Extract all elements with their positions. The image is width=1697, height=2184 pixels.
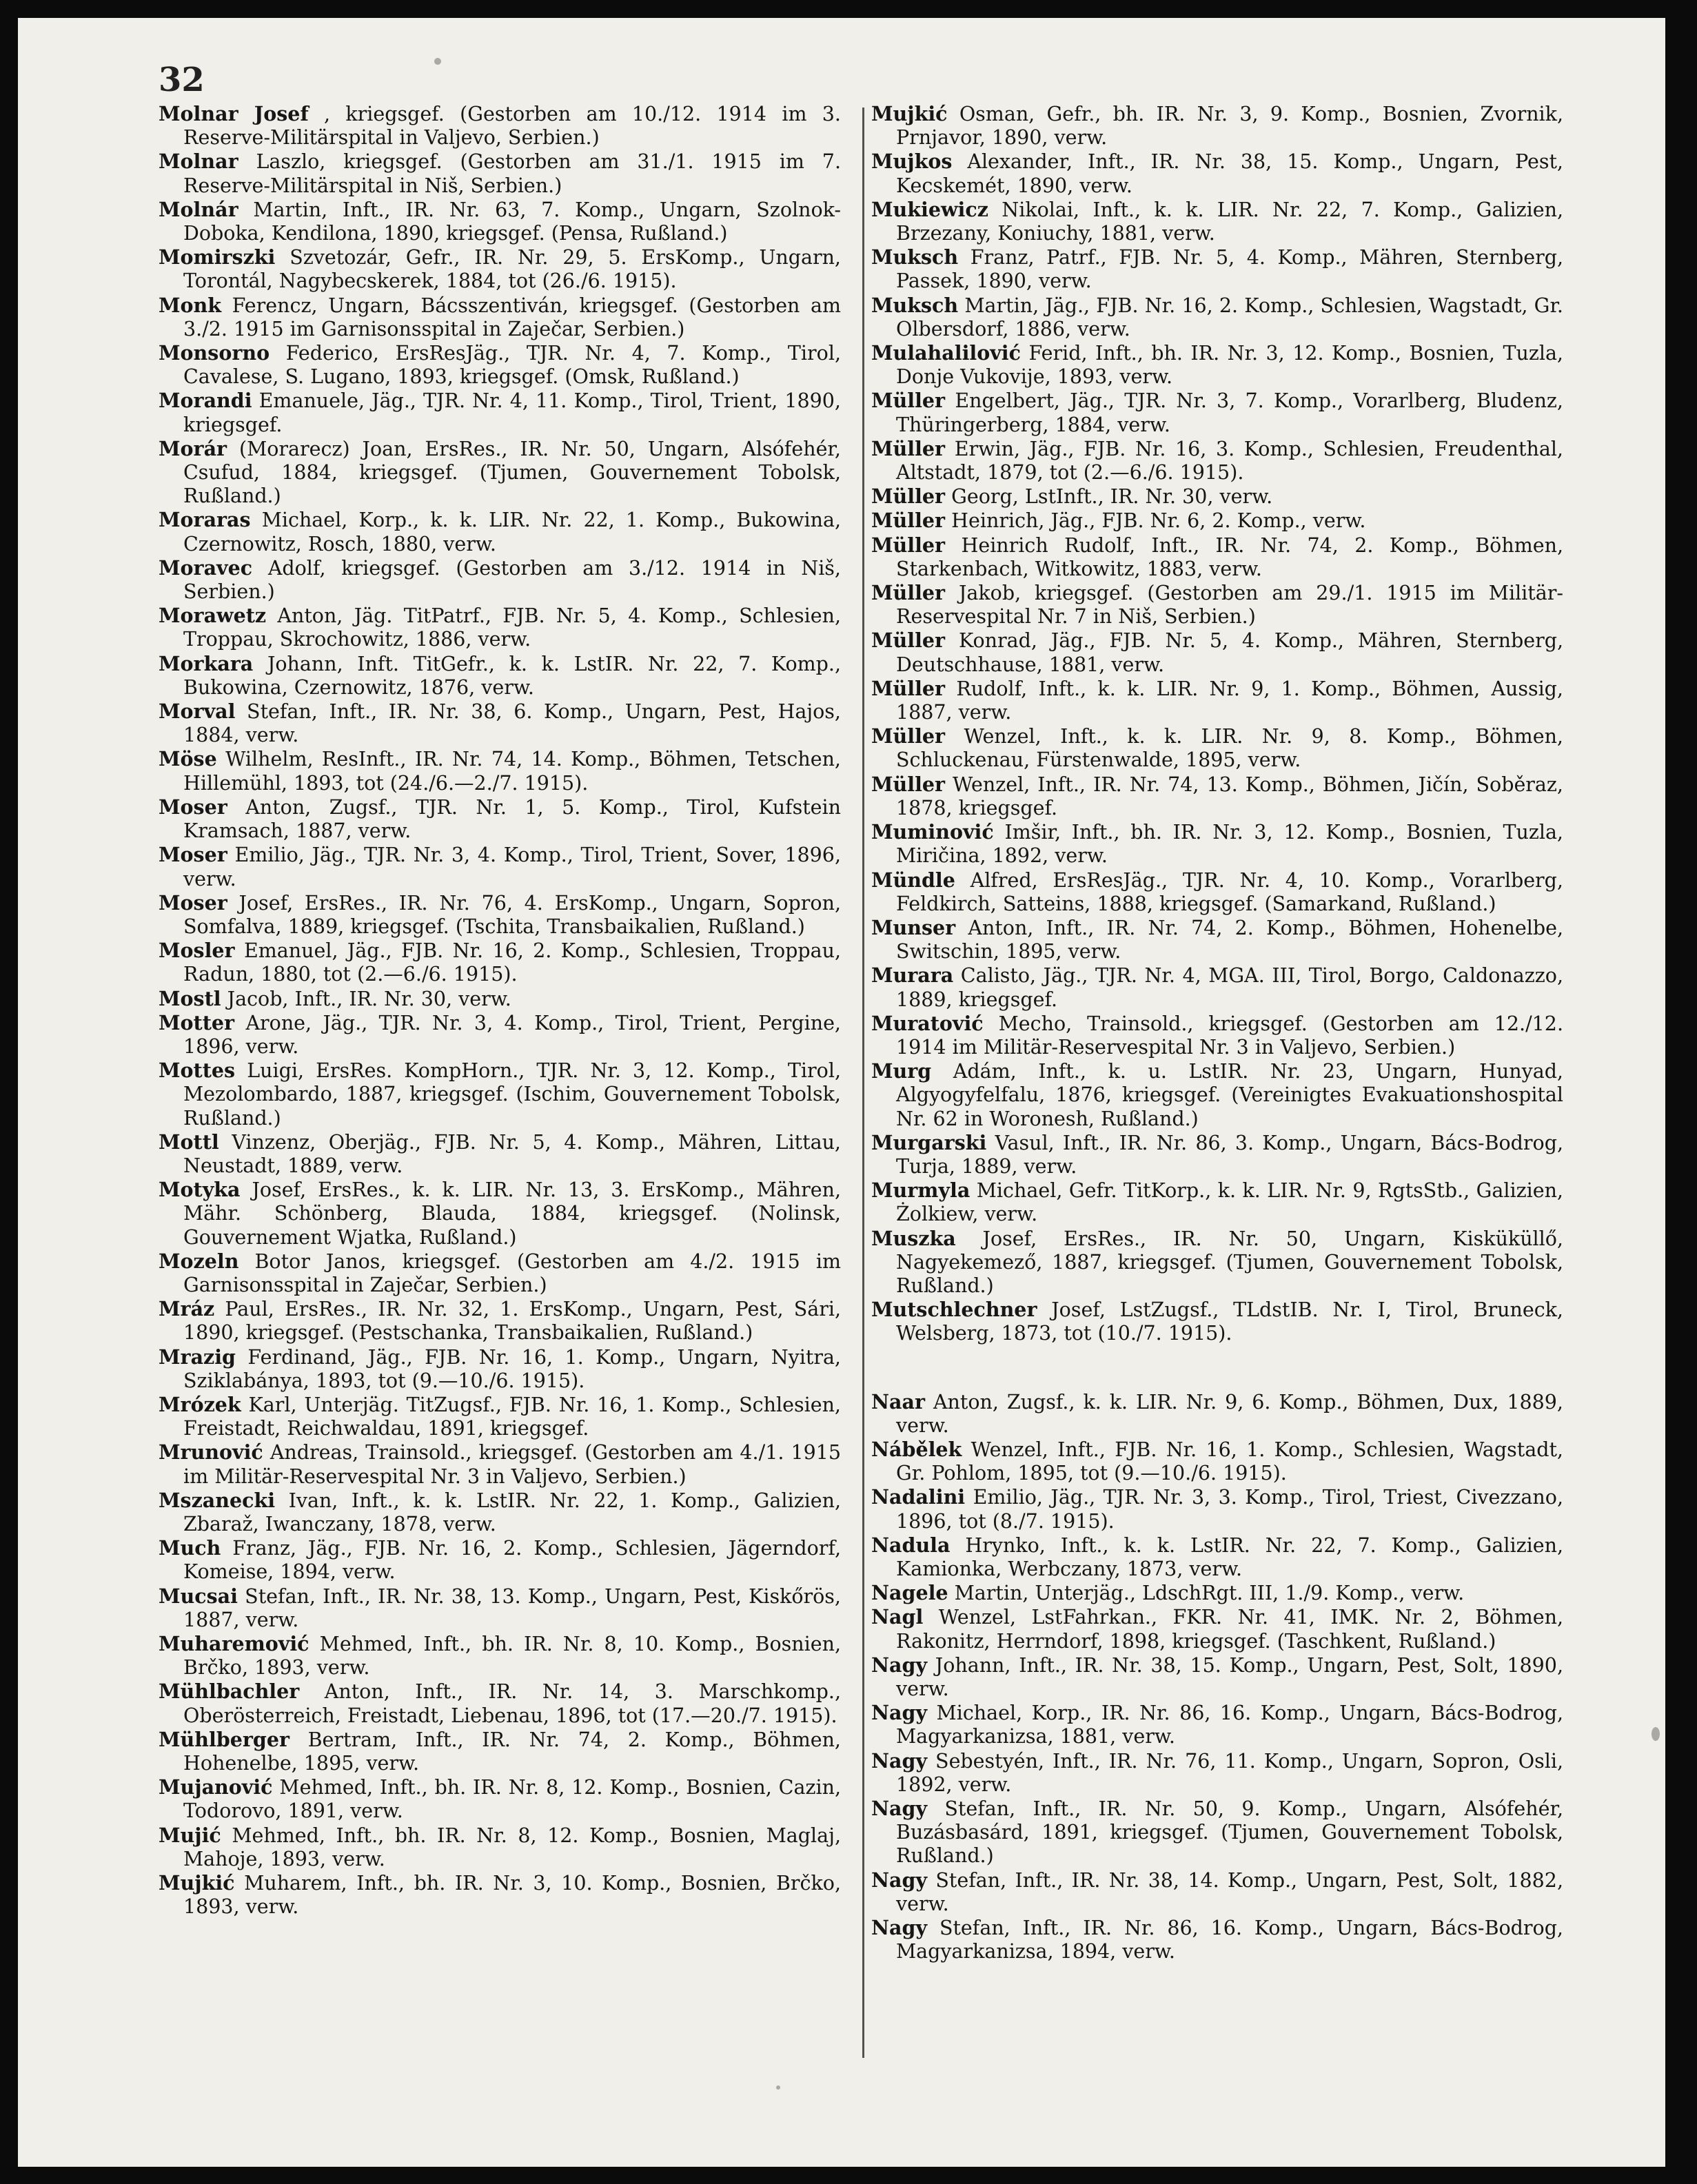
entry-surname: Moser	[159, 890, 227, 915]
entry-surname: Nagy	[871, 1868, 928, 1892]
entry-details: Mehmed, Inft., bh. IR. Nr. 8, 12. Komp., Bosnien, Cazin, Todorovo, 1891, verw.	[183, 1776, 842, 1823]
entry-details: Emanuele, Jäg., TJR. Nr. 4, 11. Komp., Tirol, Trient, 1890, kriegsgef.	[183, 389, 841, 436]
entry-surname: Muminović	[871, 820, 994, 844]
entry-details: Michael, Gefr. TitKorp., k. k. LIR. Nr. 9, RgtsStb., Galizien, Żolkiew, verw.	[896, 1179, 1563, 1226]
entry-surname: Mszanecki	[159, 1488, 276, 1512]
entry-details: Josef, ErsRes., k. k. LIR. Nr. 13, 3. ErsKomp., Mähren, Mähr. Schönberg, Blauda, 1884, kriegsgef. (Nolinsk, Gouvernement Wjatka, Rußland.)	[183, 1178, 842, 1249]
entry-details: Michael, Korp., k. k. LIR. Nr. 22, 1. Komp., Bukowina, Czernowitz, Rosch, 1880, verw.	[183, 509, 841, 555]
entry-surname: Much	[159, 1536, 221, 1560]
entry-details: Wenzel, LstFahrkan., FKR. Nr. 41, IMK. Nr. 2, Böhmen, Rakonitz, Herrndorf, 1898, kriegsgef. (Taschkent, Rußland.)	[896, 1606, 1564, 1653]
register-entry	[159, 1345, 841, 1393]
entry-details: Sebestyén, Inft., IR. Nr. 76, 11. Komp., Ungarn, Sopron, Osli, 1892, verw.	[896, 1749, 1564, 1796]
register-entry	[871, 1178, 1563, 1226]
entry-surname: Molnar Josef	[159, 102, 309, 125]
entry-surname: Mulahalilović	[871, 341, 1021, 365]
register-entry	[159, 1440, 841, 1488]
entry-surname: Murara	[871, 963, 954, 988]
entry-details: , kriegsgef. (Gestorben am 10./12. 1914 im 3. Reserve-Militärspital in Valjevo, Serbien.)	[183, 103, 841, 150]
entry-surname: Moser	[159, 795, 227, 819]
entry-surname: Mozeln	[159, 1249, 239, 1273]
register-entry	[159, 700, 841, 747]
entry-details: Rudolf, Inft., k. k. LIR. Nr. 9, 1. Komp., Böhmen, Aussig, 1887, verw.	[896, 677, 1563, 724]
register-entry	[159, 150, 841, 197]
register-entry	[159, 102, 841, 150]
entry-surname: Mujkić	[159, 1871, 235, 1895]
register-entry	[871, 389, 1563, 436]
entry-details: Ivan, Inft., k. k. LstIR. Nr. 22, 1. Komp., Galizien, Zbaraž, Iwanczany, 1878, verw.	[183, 1489, 841, 1535]
entry-surname: Motyka	[159, 1178, 241, 1202]
register-entry	[871, 820, 1563, 868]
register-entry	[871, 1438, 1563, 1485]
register-entry	[159, 1680, 841, 1727]
entry-details: Emilio, Jäg., TJR. Nr. 3, 3. Komp., Tirol, Triest, Civezzano, 1896, tot (8./7. 1915).	[896, 1486, 1563, 1533]
entry-details: Bertram, Inft., IR. Nr. 74, 2. Komp., Böhmen, Hohenelbe, 1895, verw.	[183, 1728, 841, 1775]
entry-details: Erwin, Jäg., FJB. Nr. 16, 3. Komp., Schlesien, Freudenthal, Altstadt, 1879, tot (2.—6./6. 1915).	[896, 437, 1563, 484]
entry-surname: Mrózek	[159, 1392, 241, 1416]
entry-details: Laszlo, kriegsgef. (Gestorben am 31./1. 1915 im 7. Reserve-Militärspital in Niš, Serbien.)	[183, 150, 841, 197]
entry-details: Alfred, ErsResJäg., TJR. Nr. 4, 10. Komp., Vorarlberg, Feldkirch, Satteins, 1888, kriegsgef. (Samarkand, Rußland.)	[896, 868, 1563, 915]
entry-details: Nikolai, Inft., k. k. LIR. Nr. 22, 7. Komp., Galizien, Brzezany, Koniuchy, 1881, verw.	[896, 198, 1563, 245]
register-entry	[871, 294, 1563, 341]
register-entry	[871, 1916, 1563, 1963]
entry-surname: Mündle	[871, 868, 955, 892]
entry-details: Hrynko, Inft., k. k. LstIR. Nr. 22, 7. Komp., Galizien, Kamionka, Werbczany, 1873, verw.	[896, 1533, 1563, 1580]
register-entry	[871, 1605, 1563, 1653]
entry-details: Stefan, Inft., IR. Nr. 38, 14. Komp., Ungarn, Pest, Solt, 1882, verw.	[896, 1868, 1564, 1915]
entry-details: Adám, Inft., k. u. LstIR. Nr. 23, Ungarn, Hunyad, Algyogyfelfalu, 1876, kriegsgef. (Vereinigtes Evakuationshospital Nr. 62 in Woronesh, Rußland.)	[896, 1060, 1563, 1130]
entry-details: Arone, Jäg., TJR. Nr. 3, 4. Komp., Tirol, Trient, Pergine, 1896, verw.	[183, 1011, 841, 1058]
entry-surname: Morár	[159, 436, 227, 460]
entry-details: Szvetozár, Gefr., IR. Nr. 29, 5. ErsKomp., Ungarn, Torontál, Nagybecskerek, 1884, tot (26./6. 1915).	[183, 246, 841, 293]
entry-surname: Muksch	[871, 293, 959, 317]
entry-surname: Nagy	[871, 1701, 928, 1725]
register-entry	[871, 150, 1563, 197]
entry-surname: Nagy	[871, 1916, 928, 1940]
entry-details: Adolf, kriegsgef. (Gestorben am 3./12. 1914 in Niš, Serbien.)	[183, 556, 841, 604]
register-entry	[871, 1581, 1563, 1605]
entry-details: Federico, ErsResJäg., TJR. Nr. 4, 7. Komp., Tirol, Cavalese, S. Lugano, 1893, kriegsgef. (Omsk, Rußland.)	[183, 342, 841, 389]
entry-surname: Mujanović	[159, 1775, 273, 1799]
entry-surname: Müller	[871, 676, 946, 700]
entry-surname: Murg	[871, 1059, 932, 1083]
column-divider	[862, 108, 864, 2058]
entry-details: Georg, LstInft., IR. Nr. 30, verw.	[951, 485, 1273, 509]
register-entry	[871, 484, 1563, 509]
print-speck	[434, 58, 441, 65]
entry-surname: Muratović	[871, 1011, 984, 1035]
entry-details: Jakob, kriegsgef. (Gestorben am 29./1. 1915 im Militär-Reservespital Nr. 7 in Niš, Serbien.)	[896, 582, 1563, 629]
print-speck	[776, 2085, 780, 2090]
register-entry	[159, 1728, 841, 1775]
register-entry	[871, 677, 1563, 724]
register-entry	[871, 773, 1563, 820]
left-column	[159, 102, 841, 1919]
register-entry	[871, 102, 1563, 150]
register-entry	[871, 868, 1563, 916]
entry-surname: Muszka	[871, 1226, 956, 1250]
entry-surname: Mühlbachler	[159, 1680, 300, 1704]
entry-surname: Motter	[159, 1010, 235, 1034]
register-entry	[871, 1485, 1563, 1533]
entry-surname: Mosler	[159, 939, 235, 963]
entry-details: Johann, Inft., IR. Nr. 38, 15. Komp., Ungarn, Pest, Solt, 1890, verw.	[896, 1653, 1564, 1700]
entry-surname: Müller	[871, 389, 946, 413]
register-entry	[159, 1824, 841, 1871]
register-entry	[871, 1797, 1563, 1868]
register-entry	[159, 652, 841, 700]
entry-details: Mecho, Trainsold., kriegsgef. (Gestorben am 12./12. 1914 im Militär-Reservespital Nr. 3 in Valjevo, Serbien.)	[896, 1012, 1563, 1059]
register-entry	[159, 1011, 841, 1059]
register-entry	[871, 1390, 1563, 1438]
entry-surname: Morawetz	[159, 604, 267, 628]
entry-details: Martin, Inft., IR. Nr. 63, 7. Komp., Ungarn, Szolnok-Doboka, Kendilona, 1890, kriegsgef. (Pensa, Rußland.)	[183, 198, 842, 245]
entry-surname: Nagy	[871, 1653, 928, 1677]
entry-details: Stefan, Inft., IR. Nr. 38, 6. Komp., Ungarn, Pest, Hajos, 1884, verw.	[183, 700, 841, 747]
entry-details: Botor Janos, kriegsgef. (Gestorben am 4./2. 1915 im Garnisonsspital in Zaječar, Serbien.)	[183, 1249, 841, 1296]
entry-surname: Mrazig	[159, 1345, 236, 1369]
register-entry	[159, 1178, 841, 1249]
entry-surname: Mottes	[159, 1059, 236, 1083]
register-entry	[159, 556, 841, 604]
entry-details: Karl, Unterjäg. TitZugsf., FJB. Nr. 16, 1. Komp., Schlesien, Freistadt, Reichwaldau, 1891, kriegsgef.	[183, 1393, 841, 1440]
entry-details: Emanuel, Jäg., FJB. Nr. 16, 2. Komp., Schlesien, Troppau, Radun, 1880, tot (2.—6./6. 1915).	[183, 939, 842, 986]
entry-surname: Moraras	[159, 508, 251, 532]
entry-details: Paul, ErsRes., IR. Nr. 32, 1. ErsKomp., Ungarn, Pest, Sári, 1890, kriegsgef. (Pestschanka, Transbaikalien, Rußland.)	[183, 1298, 842, 1345]
entry-surname: Morval	[159, 700, 236, 724]
register-entry	[871, 1298, 1563, 1345]
entry-details: Stefan, Inft., IR. Nr. 86, 16. Komp., Ungarn, Bács-Bodrog, Magyarkanizsa, 1894, verw.	[896, 1917, 1563, 1963]
entry-details: Calisto, Jäg., TJR. Nr. 4, MGA. III, Tirol, Borgo, Caldonazzo, 1889, kriegsgef.	[896, 964, 1563, 1011]
entry-details: Stefan, Inft., IR. Nr. 38, 13. Komp., Ungarn, Pest, Kiskőrös, 1887, verw.	[183, 1584, 841, 1631]
entry-details: Alexander, Inft., IR. Nr. 38, 15. Komp., Ungarn, Pest, Kecskemét, 1890, verw.	[896, 150, 1563, 197]
entry-details: Imšir, Inft., bh. IR. Nr. 3, 12. Komp., Bosnien, Tuzla, Miričina, 1892, verw.	[896, 821, 1563, 868]
entry-details: Osman, Gefr., bh. IR. Nr. 3, 9. Komp., Bosnien, Zvornik, Prnjavor, 1890, verw.	[896, 103, 1563, 150]
entry-surname: Munser	[871, 915, 956, 939]
entry-surname: Mráz	[159, 1297, 215, 1321]
entry-surname: Müller	[871, 581, 946, 605]
entry-details: Josef, ErsRes., IR. Nr. 76, 4. ErsKomp., Ungarn, Sopron, Somfalva, 1889, kriegsgef. (Tschita, Transbaikalien, Rußland.)	[183, 891, 842, 938]
entry-surname: Muksch	[871, 245, 959, 269]
entry-surname: Nagy	[871, 1797, 928, 1821]
entry-surname: Monsorno	[159, 341, 270, 365]
entry-details: Michael, Korp., IR. Nr. 86, 16. Komp., Ungarn, Bács-Bodrog, Magyarkanizsa, 1881, verw.	[896, 1702, 1563, 1748]
register-entry	[871, 724, 1563, 772]
entry-details: Ferid, Inft., bh. IR. Nr. 3, 12. Komp., Bosnien, Tuzla, Donje Vukovije, 1893, verw.	[896, 342, 1563, 389]
entry-surname: Mrunović	[159, 1440, 263, 1464]
entry-details: Wenzel, Inft., FJB. Nr. 16, 1. Komp., Schlesien, Wagstadt, Gr. Pohlom, 1895, tot (9.—10./6. 1915).	[896, 1438, 1563, 1485]
entry-surname: Muharemović	[159, 1632, 309, 1655]
entry-details: Franz, Jäg., FJB. Nr. 16, 2. Komp., Schlesien, Jägerndorf, Komeise, 1894, verw.	[183, 1537, 841, 1584]
entry-surname: Mottl	[159, 1130, 219, 1154]
register-entry	[871, 509, 1563, 533]
entry-details: Engelbert, Jäg., TJR. Nr. 3, 7. Komp., Vorarlberg, Bludenz, Thüringerberg, 1884, verw.	[896, 389, 1563, 436]
register-entry	[159, 1249, 841, 1297]
entry-surname: Mujić	[159, 1823, 221, 1847]
register-entry	[871, 341, 1563, 389]
register-entry	[159, 795, 841, 843]
entry-surname: Momirszki	[159, 245, 276, 269]
register-entry	[159, 1632, 841, 1680]
register-entry	[159, 843, 841, 890]
entry-details: Josef, ErsRes., IR. Nr. 50, Ungarn, Kisküküllő, Nagyekemező, 1887, kriegsgef. (Tjumen, Gouvernement Tobolsk, Rußland.)	[896, 1227, 1563, 1297]
entry-details: Stefan, Inft., IR. Nr. 50, 9. Komp., Ungarn, Alsófehér, Buzásbasárd, 1891, kriegsgef. (Tjumen, Gouvernement Tobolsk, Rußland.)	[896, 1797, 1563, 1868]
entry-details: Konrad, Jäg., FJB. Nr. 5, 4. Komp., Mähren, Sternberg, Deutschhause, 1881, verw.	[896, 629, 1564, 676]
register-entry	[159, 604, 841, 651]
entry-surname: Morkara	[159, 651, 254, 675]
register-entry	[159, 1536, 841, 1584]
entry-details: Vasul, Inft., IR. Nr. 86, 3. Komp., Ungarn, Bács-Bodrog, Turja, 1889, verw.	[896, 1131, 1564, 1178]
entry-details: Luigi, ErsRes. KompHorn., TJR. Nr. 3, 12. Komp., Tirol, Mezolombardo, 1887, kriegsgef. (Ischim, Gouvernement Tobolsk, Rußland.)	[183, 1059, 842, 1130]
entry-details: Wilhelm, ResInft., IR. Nr. 74, 14. Komp., Böhmen, Tetschen, Hillemühl, 1893, tot (24./6.—2./7. 1915).	[183, 748, 841, 795]
entry-surname: Müller	[871, 724, 946, 748]
entry-surname: Nábělek	[871, 1437, 962, 1461]
entry-details: Jacob, Inft., IR. Nr. 30, verw.	[227, 987, 511, 1010]
entry-details: Wenzel, Inft., IR. Nr. 74, 13. Komp., Böhmen, Jičín, Soběraz, 1878, kriegsgef.	[896, 773, 1563, 819]
entry-details: Heinrich, Jäg., FJB. Nr. 6, 2. Komp., verw.	[951, 509, 1366, 533]
register-entry	[871, 1653, 1563, 1701]
register-entry	[159, 508, 841, 555]
register-entry	[159, 1775, 841, 1823]
entry-details: Anton, Zugsf., TJR. Nr. 1, 5. Komp., Tirol, Kufstein Kramsach, 1887, verw.	[183, 795, 842, 843]
register-entry	[159, 389, 841, 436]
register-entry	[871, 1701, 1563, 1748]
register-entry	[871, 437, 1563, 484]
right-column	[871, 102, 1563, 1963]
register-entry	[871, 1131, 1563, 1178]
entry-surname: Moravec	[159, 555, 253, 580]
register-entry	[159, 1489, 841, 1536]
register-entry	[159, 1584, 841, 1632]
register-entry	[871, 1227, 1563, 1298]
entry-surname: Nagele	[871, 1581, 948, 1605]
entry-surname: Molnár	[159, 197, 238, 221]
entry-details: Franz, Patrf., FJB. Nr. 5, 4. Komp., Mähren, Sternberg, Passek, 1890, verw.	[896, 246, 1563, 293]
entry-surname: Mujkić	[871, 102, 948, 125]
entry-details: Anton, Zugsf., k. k. LIR. Nr. 9, 6. Komp., Böhmen, Dux, 1889, verw.	[896, 1390, 1563, 1437]
print-speck	[1652, 1727, 1660, 1741]
entry-details: Ferencz, Ungarn, Bácsszentiván, kriegsgef. (Gestorben am 3./2. 1915 im Garnisonsspital in Zaječar, Serbien.)	[183, 294, 841, 340]
entry-details: Johann, Inft. TitGefr., k. k. LstIR. Nr. 22, 7. Komp., Bukowina, Czernowitz, 1876, verw.	[183, 652, 842, 699]
entry-details: Andreas, Trainsold., kriegsgef. (Gestorben am 4./1. 1915 im Militär-Reservespital Nr. 3 in Valjevo, Serbien.)	[183, 1441, 842, 1488]
entry-surname: Murgarski	[871, 1130, 987, 1154]
entry-details: Josef, LstZugsf., TLdstIB. Nr. I, Tirol, Bruneck, Welsberg, 1873, tot (10./7. 1915).	[896, 1298, 1563, 1345]
entry-surname: Nagy	[871, 1748, 928, 1773]
entry-details: Mehmed, Inft., bh. IR. Nr. 8, 12. Komp., Bosnien, Maglaj, Mahoje, 1893, verw.	[183, 1824, 842, 1870]
register-entry	[159, 939, 841, 986]
register-entry	[871, 1868, 1563, 1916]
entry-surname: Monk	[159, 293, 222, 317]
register-entry	[871, 581, 1563, 629]
entry-surname: Mutschlechner	[871, 1298, 1037, 1322]
entry-details: Muharem, Inft., bh. IR. Nr. 3, 10. Komp., Bosnien, Brčko, 1893, verw.	[183, 1872, 842, 1919]
register-entry	[159, 1871, 841, 1919]
register-entry	[159, 747, 841, 795]
entry-surname: Müller	[871, 484, 946, 509]
entry-surname: Nadalini	[871, 1485, 966, 1509]
entry-details: Martin, Unterjäg., LdschRgt. III, 1./9. Komp., verw.	[954, 1582, 1465, 1605]
entry-surname: Molnar	[159, 150, 238, 174]
entry-details: Anton, Inft., IR. Nr. 74, 2. Komp., Böhmen, Hohenelbe, Switschin, 1895, verw.	[896, 916, 1564, 963]
entry-details: Vinzenz, Oberjäg., FJB. Nr. 5, 4. Komp., Mähren, Littau, Neustadt, 1889, verw.	[183, 1130, 841, 1177]
register-entry	[871, 916, 1563, 963]
entry-surname: Müller	[871, 772, 946, 796]
entry-surname: Müller	[871, 436, 946, 460]
register-entry	[871, 1533, 1563, 1581]
section-gap	[871, 1346, 1563, 1390]
page-number: 32	[159, 61, 205, 99]
register-entry	[159, 1130, 841, 1178]
register-entry	[871, 1012, 1563, 1059]
entry-details: Anton, Inft., IR. Nr. 14, 3. Marschkomp., Oberösterreich, Freistadt, Liebenau, 1896, tot (17.—20./7. 1915).	[183, 1680, 841, 1727]
register-entry	[871, 245, 1563, 293]
entry-surname: Naar	[871, 1389, 925, 1414]
document-page	[18, 18, 1665, 2167]
register-entry	[159, 987, 841, 1011]
entry-surname: Müller	[871, 533, 946, 557]
register-entry	[159, 1059, 841, 1130]
register-entry	[871, 1749, 1563, 1797]
entry-surname: Morandi	[159, 389, 252, 413]
register-entry	[871, 1059, 1563, 1131]
register-entry	[871, 629, 1563, 676]
entry-details: Heinrich Rudolf, Inft., IR. Nr. 74, 2. Komp., Böhmen, Starkenbach, Witkowitz, 1883, verw.	[896, 533, 1564, 580]
entry-surname: Möse	[159, 747, 217, 771]
entry-details: Mehmed, Inft., bh. IR. Nr. 8, 10. Komp., Bosnien, Brčko, 1893, verw.	[183, 1633, 842, 1680]
entry-details: Anton, Jäg. TitPatrf., FJB. Nr. 5, 4. Komp., Schlesien, Troppau, Skrochowitz, 1886, verw.	[183, 604, 841, 651]
entry-surname: Moser	[159, 843, 227, 867]
register-entry	[871, 533, 1563, 581]
entry-surname: Mühlberger	[159, 1727, 289, 1751]
entry-surname: Nagl	[871, 1605, 924, 1629]
register-entry	[159, 891, 841, 939]
register-entry	[159, 1297, 841, 1345]
entry-details: Emilio, Jäg., TJR. Nr. 3, 4. Komp., Tirol, Trient, Sover, 1896, verw.	[183, 844, 842, 890]
register-entry	[159, 198, 841, 245]
register-entry	[159, 294, 841, 341]
entry-surname: Murmyla	[871, 1178, 971, 1203]
register-entry	[871, 198, 1563, 245]
entry-surname: Nadula	[871, 1533, 951, 1557]
entry-details: Wenzel, Inft., k. k. LIR. Nr. 9, 8. Komp., Böhmen, Schluckenau, Fürstenwalde, 1895, verw.	[896, 725, 1563, 772]
register-entry	[871, 963, 1563, 1011]
register-entry	[159, 1393, 841, 1440]
entry-surname: Müller	[871, 509, 946, 533]
entry-details: (Morarecz) Joan, ErsRes., IR. Nr. 50, Ungarn, Alsófehér, Csufud, 1884, kriegsgef. (Tjumen, Gouvernement Tobolsk, Rußland.)	[183, 437, 841, 508]
register-entry	[159, 341, 841, 389]
entry-surname: Mukiewicz	[871, 197, 988, 221]
register-entry	[159, 437, 841, 509]
entry-surname: Mostl	[159, 986, 221, 1010]
entry-surname: Müller	[871, 629, 946, 653]
entry-details: Martin, Jäg., FJB. Nr. 16, 2. Komp., Schlesien, Wagstadt, Gr. Olbersdorf, 1886, verw.	[896, 294, 1563, 340]
entry-surname: Mujkos	[871, 150, 953, 174]
entry-surname: Mucsai	[159, 1584, 238, 1608]
register-entry	[159, 245, 841, 293]
entry-details: Ferdinand, Jäg., FJB. Nr. 16, 1. Komp., Ungarn, Nyitra, Sziklabánya, 1893, tot (9.—10./6. 1915).	[183, 1345, 841, 1392]
